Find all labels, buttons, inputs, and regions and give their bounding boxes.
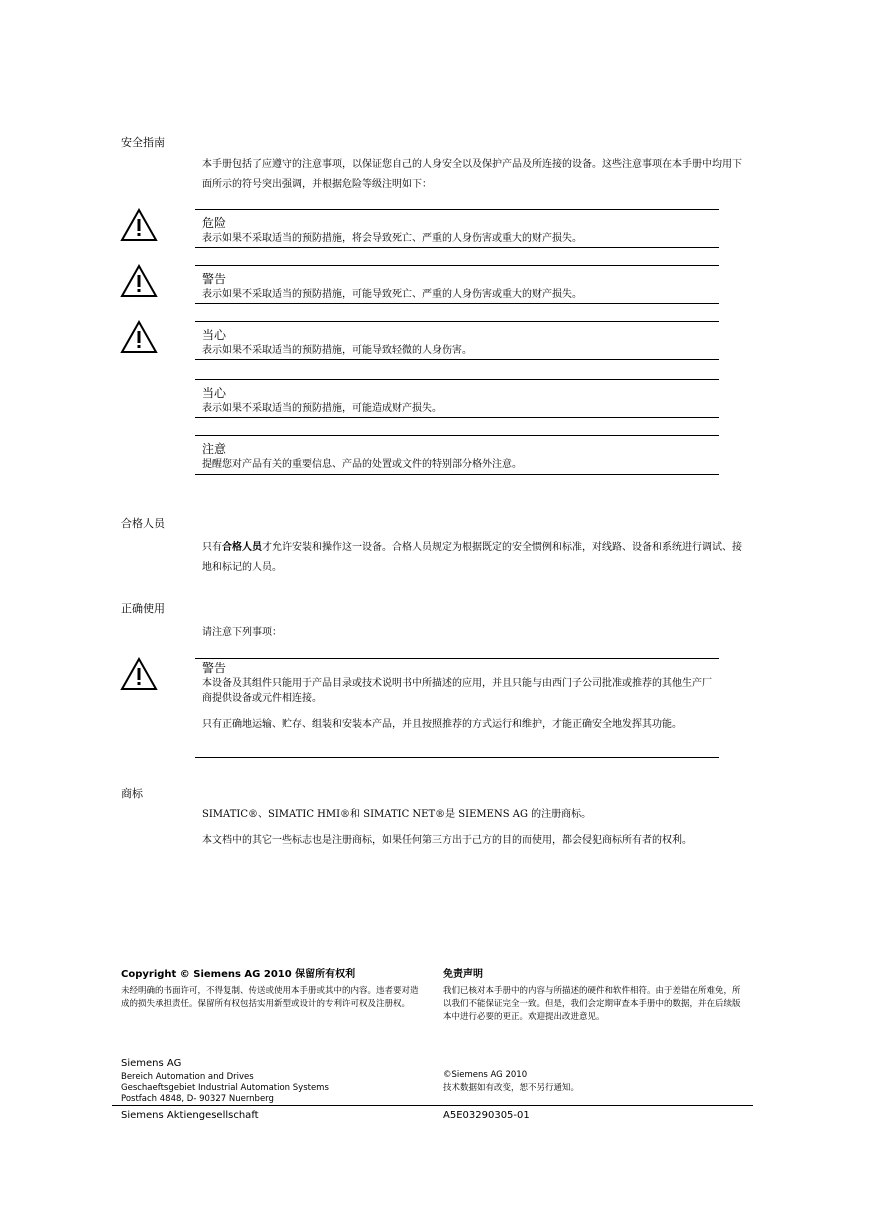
warning-triangle-icon	[120, 320, 158, 354]
company-name: Siemens AG	[121, 1058, 182, 1069]
address-line: Postfach 4848, D- 90327 Nuernberg	[121, 1094, 274, 1104]
notice-warning	[195, 265, 719, 304]
change-note: 技术数据如有改变，恕不另行通知。	[443, 1083, 580, 1093]
warning-text-2: 只有正确地运输、贮存、组装和安装本产品，并且按照推荐的方式运行和维护，才能正确安全地发挥其功能。	[202, 719, 682, 730]
safety-section-title: 安全指南	[121, 136, 165, 149]
warning-triangle-icon	[120, 208, 158, 242]
correct-use-warning	[195, 658, 719, 758]
copyright-text: 未经明确的书面许可，不得复制、传送或使用本手册或其中的内容。违者要对造成的损失承担责任。保留所有权包括实用新型或设计的专利许可权及注册权。	[121, 986, 419, 1009]
notice-caution-property	[195, 379, 719, 418]
notice-text: 表示如果不采取适当的预防措施，将会导致死亡、严重的人身伤害或重大的财产损失。	[202, 233, 582, 244]
disclaimer-title: 免责声明	[443, 969, 483, 980]
notice-note	[195, 435, 719, 475]
safety-intro: 本手册包括了应遵守的注意事项，以保证您自己的人身安全以及保护产品及所连接的设备。这些注意事项在本手册中均用下面所示的符号突出强调，并根据危险等级注明如下：	[202, 159, 742, 190]
trademarks-section-title: 商标	[121, 787, 143, 800]
qualified-text-start: 只有	[202, 542, 222, 553]
warning-text-1: 本设备及其组件只能用于产品目录或技术说明书中所描述的应用，并且只能与由西门子公司批准或推荐的其他生产厂商提供设备或元件相连接。	[202, 678, 712, 704]
disclaimer-text: 我们已核对本手册中的内容与所描述的硬件和软件相符。由于差错在所难免，所以我们不能保证完全一致。但是，我们会定期审查本手册中的数据，并在后续版本中进行必要的更正。欢迎提出改进意见。	[443, 986, 741, 1022]
qualified-text	[202, 538, 747, 578]
copyright-title: Copyright © Siemens AG 2010 保留所有权利	[121, 969, 356, 980]
qualified-term: 合格人员	[222, 542, 262, 553]
trademarks-text-2: 本文档中的其它一些标志也是注册商标，如果任何第三方出于己方的目的而使用，都会侵犯商标所有者的权利。	[202, 835, 692, 846]
notice-text: 表示如果不采取适当的预防措施，可能造成财产损失。	[202, 403, 442, 414]
notice-text: 表示如果不采取适当的预防措施，可能导致死亡、严重的人身伤害或重大的财产损失。	[202, 289, 582, 300]
warning-triangle-icon	[120, 657, 158, 691]
notice-title: 警告	[202, 272, 227, 286]
company-legal-name: Siemens Aktiengesellschaft	[121, 1110, 259, 1121]
footer-divider	[112, 1105, 753, 1106]
copyright-short: ©Siemens AG 2010	[443, 1070, 528, 1080]
qualified-section-title: 合格人员	[121, 517, 165, 530]
address-line: Bereich Automation and Drives	[121, 1072, 254, 1082]
notice-title: 危险	[202, 216, 227, 230]
notice-text: 表示如果不采取适当的预防措施，可能导致轻微的人身伤害。	[202, 345, 472, 356]
qualified-text-rest: 才允许安装和操作这一设备。合格人员规定为根据既定的安全惯例和标准，对线路、设备和系统进行调试、接地和标记的人员。	[202, 542, 742, 573]
warning-triangle-icon	[120, 264, 158, 298]
notice-title: 当心	[202, 328, 227, 342]
notice-danger	[195, 209, 719, 248]
document-number: A5E03290305-01	[443, 1110, 530, 1121]
correct-use-intro: 请注意下列事项：	[202, 627, 282, 638]
notice-title: 当心	[202, 386, 227, 400]
notice-title: 注意	[202, 442, 227, 456]
address-line: Geschaeftsgebiet Industrial Automation Systems	[121, 1083, 329, 1093]
trademarks-text-1: SIMATIC®、SIMATIC HMI®和 SIMATIC NET®是 SIEMENS AG 的注册商标。	[202, 809, 592, 820]
correct-use-section-title: 正确使用	[121, 602, 165, 615]
notice-caution-personal	[195, 321, 719, 360]
warning-title: 警告	[202, 661, 227, 675]
notice-text: 提醒您对产品有关的重要信息、产品的处置或文件的特别部分格外注意。	[202, 459, 522, 470]
